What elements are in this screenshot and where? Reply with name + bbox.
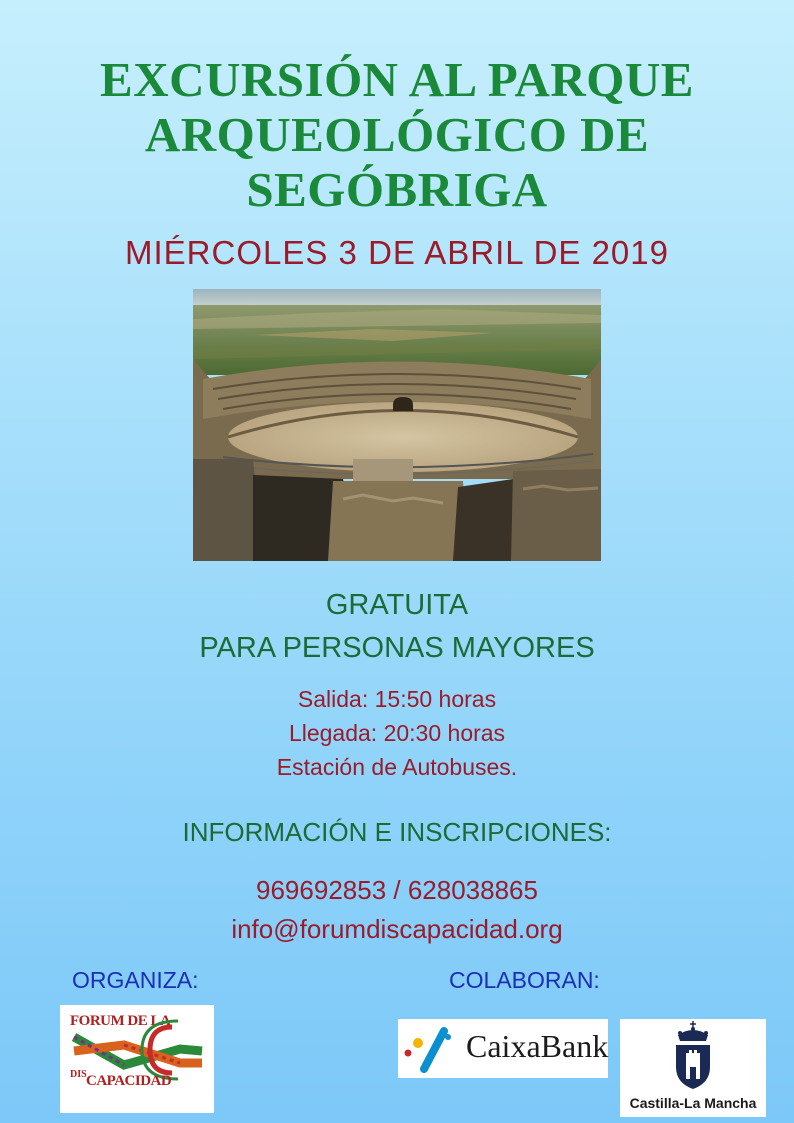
caixabank-logo [398,1019,608,1078]
price-text: GRATUITA [325,589,469,621]
rope-bridge-icon [60,1005,214,1113]
organiza-label: ORGANIZA: [72,967,199,993]
place-text: Estación de Autobuses. [276,754,518,780]
title-line-3: SEGÓBRIGA [246,162,548,217]
logo-bottom-prefix: DIS [70,1069,87,1080]
caixabank-star-icon [402,1025,462,1073]
event-date: MIÉRCOLES 3 DE ABRIL DE 2019 [125,234,669,271]
caixabank-name: CaixaBank [466,1028,609,1064]
poster-title [0,52,794,217]
logo-bottom-text: CAPACIDAD [86,1073,172,1089]
audience-text: PARA PERSONAS MAYORES [199,632,595,664]
forum-discapacidad-logo [60,1005,214,1113]
email-address: info@forumdiscapacidad.org [231,914,563,944]
clm-name: Castilla-La Mancha [629,1095,757,1111]
phone-numbers: 969692853 / 628038865 [256,875,538,905]
arrival-text: Llegada: 20:30 horas [288,720,506,746]
colaboran-label: COLABORAN: [449,967,600,993]
departure-text: Salida: 15:50 horas [297,686,497,712]
info-heading: INFORMACIÓN E INSCRIPCIONES: [182,817,612,847]
logo-top-text: FORUM DE LA [70,1013,171,1029]
title-line-2: ARQUEOLÓGICO DE [144,107,650,162]
castle-crown-icon [668,1021,718,1091]
amphitheater-photo [193,289,601,561]
title-line-1: EXCURSIÓN AL PARQUE [100,52,694,107]
castilla-la-mancha-logo [620,1019,766,1117]
